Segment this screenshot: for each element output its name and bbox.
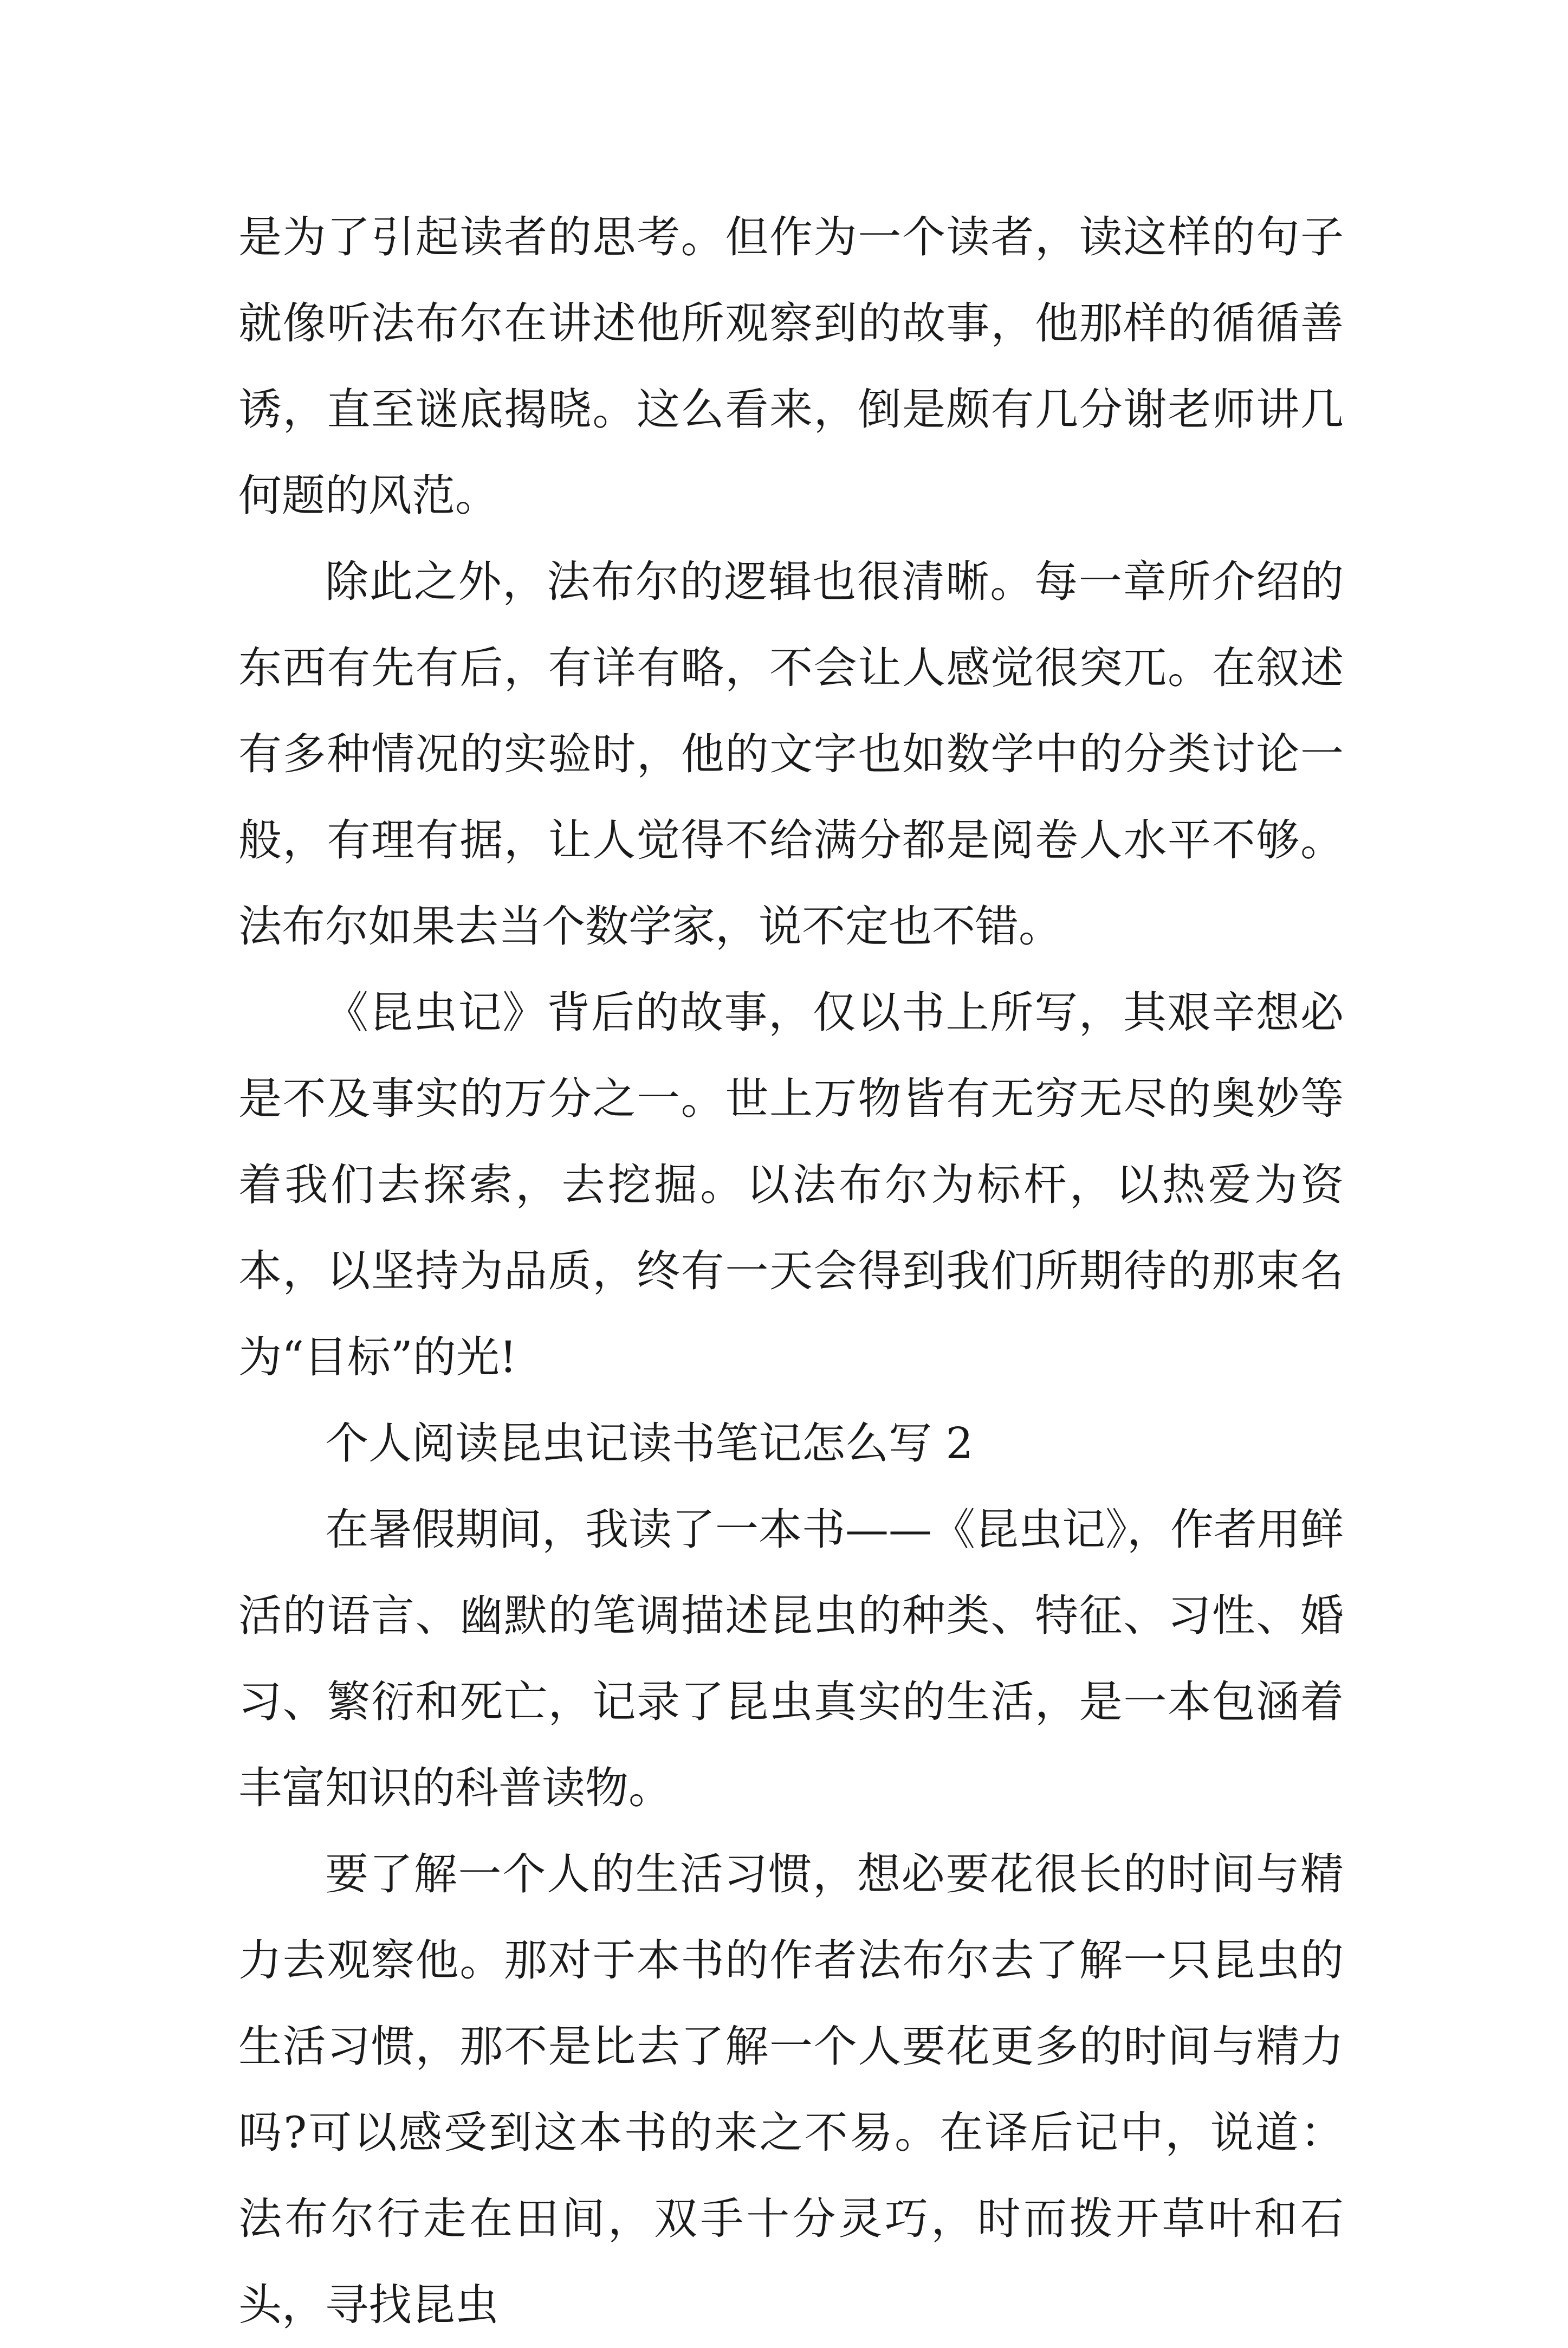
paragraph: 在暑假期间，我读了一本书——《昆虫记》，作者用鲜活的语言、幽默的笔调描述昆虫的种类、特征、习性、婚习、繁衍和死亡，记录了昆虫真实的生活，是一本包涵着丰富知识的科普读物。 xyxy=(238,1504,1344,1813)
section-heading: 个人阅读昆虫记读书笔记怎么写 2 xyxy=(325,1418,974,1469)
document-body xyxy=(238,194,1344,2348)
paragraph: 要了解一个人的生活习惯，想必要花很长的时间与精力去观察他。那对于本书的作者法布尔去了解一只昆虫的生活习惯，那不是比去了解一个人要花更多的时间与精力吗?可以感受到这本书的来之不易。在译后记中，说道：法布尔行走在田间，双手十分灵巧，时而拨开草叶和石头，寻找昆虫 xyxy=(238,1849,1344,2330)
paragraph: 《昆虫记》背后的故事，仅以书上所写，其艰辛想必是不及事实的万分之一。世上万物皆有无穷无尽的奥妙等着我们去探索，去挖掘。以法布尔为标杆，以热爱为资本，以坚持为品质，终有一天会得到我们所期待的那束名为“目标”的光! xyxy=(238,987,1344,1382)
paragraph-continued: 是为了引起读者的思考。但作为一个读者，读这样的句子就像听法布尔在讲述他所观察到的故事，他那样的循循善诱，直至谜底揭晓。这么看来，倒是颇有几分谢老师讲几何题的风范。 xyxy=(238,212,1344,521)
paragraph: 除此之外，法布尔的逻辑也很清晰。每一章所介绍的东西有先有后，有详有略，不会让人感觉很突兀。在叙述有多种情况的实验时，他的文字也如数学中的分类讨论一般，有理有据，让人觉得不给满分都是阅卷人水平不够。法布尔如果去当个数学家，说不定也不错。 xyxy=(238,557,1344,952)
